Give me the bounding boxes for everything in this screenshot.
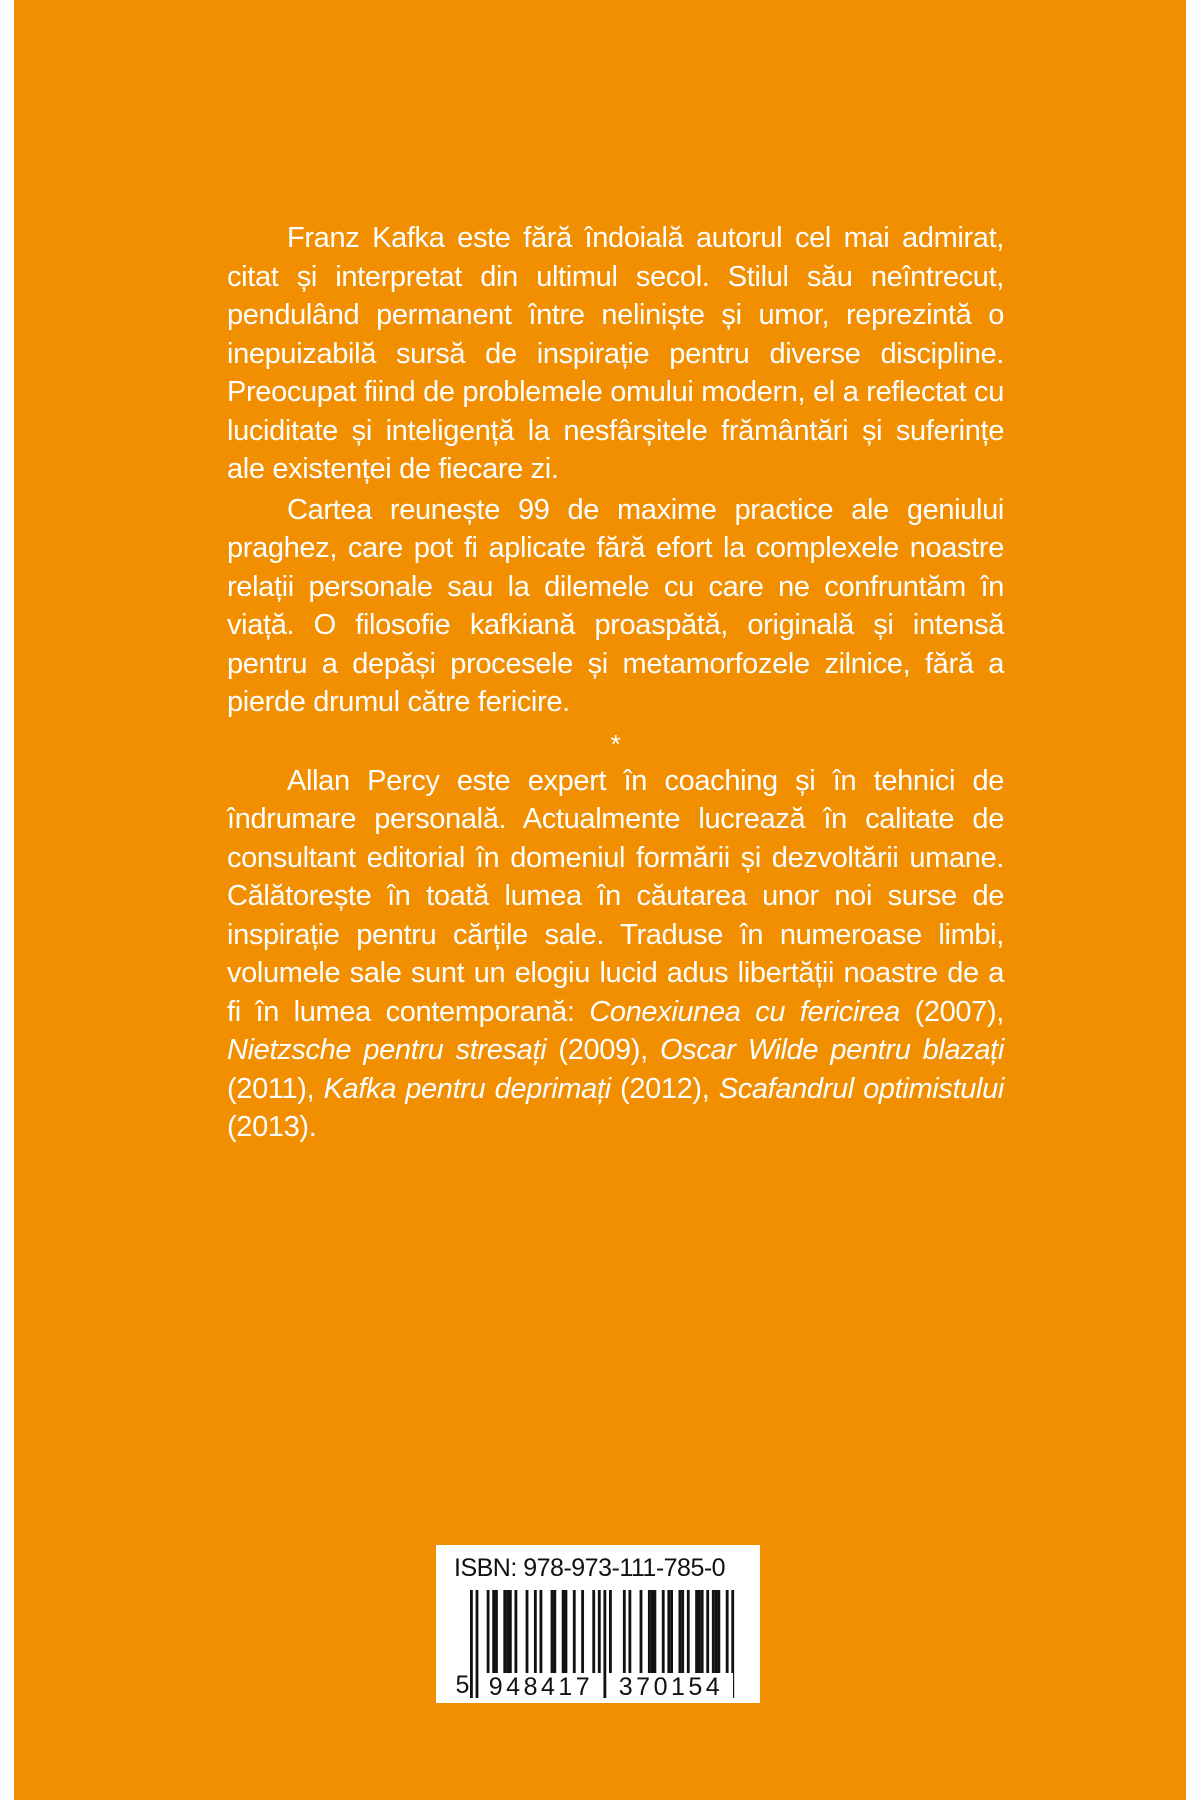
barcode-graphic	[436, 1545, 760, 1703]
barcode-bar	[540, 1590, 543, 1673]
book-year-1: (2007),	[899, 995, 1004, 1028]
barcode-bar	[715, 1590, 718, 1673]
book-year-3: (2011),	[227, 1072, 324, 1105]
barcode-bar	[706, 1590, 709, 1673]
barcode-bar	[603, 1590, 606, 1698]
barcode-bar	[553, 1590, 556, 1673]
barcode-bar	[662, 1590, 665, 1673]
book-title-4: Kafka pentru deprimați	[323, 1072, 611, 1105]
description-paragraph-1: Franz Kafka este fără îndoială autorul cel mai admirat, citat și interpretat din ultimul secol. Stilul său neîntrecut, pendulând permanent între neliniște și umor, reprezintă o inepuizabilă sursă de inspirație pentru diverse discipline. Preocupat fiind de problemele omului modern, el a reflectat cu luciditate și inteligență la nesfârșitele frământări și suferințe ale existenței de fiecare zi.	[227, 222, 1004, 485]
barcode-bar	[573, 1590, 576, 1673]
barcode-bar	[687, 1590, 690, 1673]
barcode-bar	[487, 1590, 490, 1673]
barcode-right-digits: 370154	[618, 1673, 724, 1701]
barcode-bar	[562, 1590, 565, 1673]
barcode-bar	[514, 1590, 517, 1673]
book-year-5: (2013).	[227, 1111, 317, 1143]
description-paragraph-2: Cartea reunește 99 de maxime practice ale geniului praghez, care pot fi aplicate fără efort la complexele noastre relații personale sau la dilemele cu care ne confruntăm în viață. O filosofie kafkiană proaspătă, originală și intensă pentru a depăși procesele și metamorfozele zilnice, fără a pierde drumul către fericire.	[227, 493, 1004, 718]
barcode-bar	[506, 1590, 509, 1673]
asterisk-separator: *	[610, 728, 621, 759]
book-year-2: (2009),	[546, 1034, 660, 1066]
barcode-bar	[609, 1590, 612, 1673]
book-year-4: (2012),	[610, 1072, 719, 1105]
barcode-bar	[701, 1590, 704, 1673]
barcode-bar	[717, 1590, 720, 1673]
barcode-bar	[695, 1590, 698, 1673]
barcode-bar	[526, 1590, 529, 1673]
barcode-first-digit: 5	[455, 1671, 470, 1699]
barcode-bar	[623, 1590, 626, 1673]
barcode-bar	[681, 1590, 684, 1673]
barcode-bar	[679, 1590, 682, 1673]
author-bio-intro: Allan Percy este expert în coaching și în tehnici de îndrumare personală. Actualmente lucrează în calitate de consultant editorial în domeniul formării și dezvoltării umane. Călătorește în toată lumea în căutarea unor noi surse de inspirație pentru cărțile sale. Traduse în numeroase limbi, volumele sale sunt un elogiu lucid adus libertății noastre de a fi în lumea contemporană:	[227, 764, 1004, 1028]
barcode-bar	[470, 1590, 473, 1698]
isbn-barcode	[436, 1545, 760, 1703]
barcode-bar	[651, 1590, 654, 1673]
barcode-bar	[648, 1590, 651, 1673]
barcode-bar	[712, 1590, 715, 1673]
barcode-bar	[640, 1590, 643, 1673]
barcode-bar	[509, 1590, 512, 1673]
barcode-bar	[503, 1590, 506, 1673]
barcode-bar	[653, 1590, 656, 1673]
barcode-bar	[628, 1590, 631, 1673]
barcode-left-digits: 948417	[488, 1673, 594, 1701]
barcode-bar	[476, 1590, 479, 1698]
barcode-bar	[565, 1590, 568, 1673]
book-title-2: Nietzsche pentru stresați	[227, 1034, 547, 1066]
barcode-bar	[592, 1590, 595, 1673]
barcode-bar	[551, 1590, 554, 1673]
isbn-label: ISBN: 978-973-111-785-0	[454, 1554, 726, 1582]
barcode-digits	[456, 1671, 733, 1701]
book-title-1: Conexiunea cu fericirea	[589, 995, 900, 1028]
barcode-bar	[492, 1590, 495, 1673]
barcode-bar	[581, 1590, 584, 1673]
author-bio-paragraph	[227, 762, 1004, 1147]
barcode-bar	[698, 1590, 701, 1673]
barcode-bar	[495, 1590, 498, 1673]
book-title-5: Scafandrul optimistului	[718, 1072, 1004, 1105]
back-cover-text	[227, 219, 1004, 1147]
barcode-bar	[667, 1590, 670, 1673]
barcode-bar	[534, 1590, 537, 1673]
barcode-bar	[670, 1590, 673, 1673]
back-cover	[14, 0, 1186, 1800]
book-title-3: Oscar Wilde pentru blazați	[659, 1034, 1004, 1066]
